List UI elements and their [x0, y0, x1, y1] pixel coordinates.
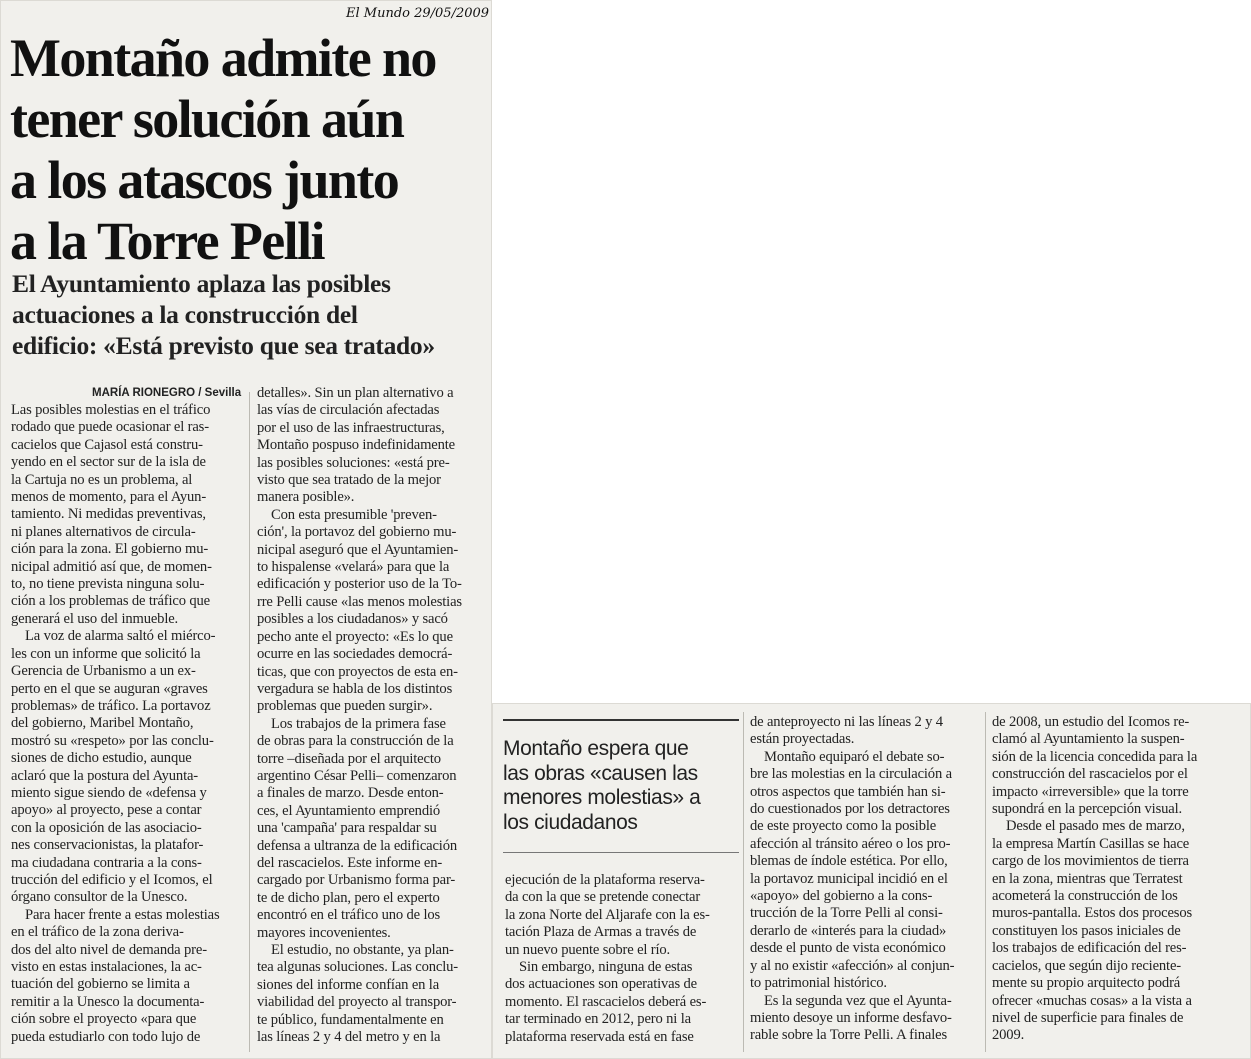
article-line: aclaró que la postura del Ayunta- [11, 767, 199, 784]
article-line: «apoyo» del gobierno a la cons- [750, 888, 933, 905]
article-line: impacto «irreversible» que la torre [992, 783, 1189, 800]
article-line: tar terminado en 2012, pero ni la [505, 1011, 691, 1028]
article-line: miento sigue siendo de «defensa y [11, 784, 207, 801]
article-line: vergadura se habla de los distintos [257, 680, 453, 697]
article-line: pueda estudiarlo con todo lujo de [11, 1028, 201, 1045]
article-line: construcción del rascacielos por el [992, 766, 1188, 783]
article-line: un nuevo puente sobre el río. [505, 941, 671, 958]
article-line: tuación del gobierno se limita a [11, 976, 190, 993]
article-line: problemas que pueden surgir». [257, 698, 433, 715]
article-line: constituyen los pasos iniciales de [992, 922, 1181, 939]
article-line: afección al tránsito aéreo o los pro- [750, 835, 951, 852]
article-line: por el uso de las infraestructuras, [257, 419, 445, 436]
article-line: del gobierno, Maribel Montaño, [11, 715, 194, 732]
article-line: ces, el Ayuntamiento emprendió [257, 802, 441, 819]
article-line: y al no existir «afección» al conjun- [750, 957, 955, 974]
article-line: pecho ante el proyecto: «Es lo que [257, 628, 453, 645]
article-line: cargo de los movimientos de tierra [992, 853, 1189, 870]
article-line: ni planes alternativos de circula- [11, 523, 196, 540]
article-line: del rascacielos. Este informe en- [257, 854, 443, 871]
article-line: siones de dicho estudio, aunque [11, 750, 192, 767]
article-line: otros aspectos que también han si- [750, 783, 946, 800]
article-line: generará el uso del inmueble. [11, 610, 179, 627]
article-line: plataforma reservada está en fase [505, 1028, 694, 1045]
article-line: te público, fundamentalmente en [257, 1011, 444, 1028]
article-line: tamiento. Ni medidas preventivas, [11, 506, 206, 523]
article-line: la Cartuja no es un problema, al [11, 471, 193, 488]
article-line: trucción de la Torre Pelli al consi- [750, 905, 943, 922]
article-line: en el tráfico de la zona deriva- [11, 924, 184, 941]
article-line: una 'campaña' para respaldar su [257, 820, 437, 837]
article-line: Gerencia de Urbanismo a un ex- [11, 663, 196, 680]
article-line: bre las molestias en la circulación a [750, 766, 952, 783]
article-line: muros-pantalla. Estos dos procesos [992, 905, 1192, 922]
article-line: argentino César Pelli– comenzaron [257, 767, 457, 784]
article-line: blemas de índole estética. Por ello, [750, 853, 948, 870]
article-line: sión de la licencia concedida para la [992, 748, 1198, 765]
article-line: 2009. [992, 1027, 1025, 1044]
pullquote-bottom-rule [503, 852, 739, 853]
article-line: mente su propio arquitecto podrá [992, 975, 1181, 992]
subheadline: El Ayuntamiento aplaza las posibles actuaciones a la construcción del edificio: «Está previsto que sea tratado» [12, 269, 435, 360]
article-line: ción sobre el proyecto «para que [11, 1011, 197, 1028]
source-citation: El Mundo 29/05/2009 [346, 6, 490, 21]
article-column-3 [505, 872, 710, 1046]
article-line: las posibles soluciones: «está pre- [257, 454, 450, 471]
article-line: las vías de circulación afectadas [257, 402, 440, 419]
article-line: problemas» de tráfico. La portavoz [11, 697, 211, 714]
article-line: da con la que se pretende conectar [505, 889, 701, 906]
pullquote-top-rule [503, 719, 739, 721]
article-line: perto en el que se auguran «graves [11, 680, 208, 697]
article-line: torre –diseñada por el arquitecto [257, 750, 441, 767]
article-line: miento desoye un informe desfavo- [750, 1009, 952, 1026]
article-line: rodado que puede ocasionar el ras- [11, 419, 209, 436]
article-line: ocurre en las sociedades democrá- [257, 646, 453, 663]
article-line: visto en estas instalaciones, la ac- [11, 959, 202, 975]
byline: MARÍA RIONEGRO / Sevilla [92, 387, 242, 399]
article-line: están proyectadas. [750, 731, 855, 748]
article-line: to patrimonial histórico. [750, 975, 887, 992]
article-line: acometerá la construcción de los [992, 888, 1178, 905]
article-line: Es la segunda vez que el Ayunta- [764, 992, 952, 1009]
article-line: Montaño equiparó el debate so- [764, 748, 945, 765]
article-line: ción a los problemas de tráfico que [11, 593, 210, 610]
article-column-2 [257, 385, 462, 1046]
article-line: las líneas 2 y 4 del metro y en la [257, 1029, 441, 1046]
article-line: ticas, que con proyectos de esta en- [257, 663, 458, 680]
article-line: defensa a ultranza de la edificación [257, 837, 458, 854]
article-line: Sin embargo, ninguna de estas [519, 959, 693, 976]
article-line: Los trabajos de la primera fase [271, 715, 446, 732]
article-line: nicipal aseguró que el Ayuntamien- [257, 541, 459, 558]
article-line: Para hacer frente a estas molestias [25, 906, 220, 923]
column-divider [743, 712, 744, 1052]
pullquote: Montaño espera que las obras «causen las menores molestias» a los ciudadanos [503, 737, 701, 834]
article-line: trucción del edificio y el Icomos, el [11, 871, 213, 888]
article-line: Montaño pospuso indefinidamente [257, 437, 456, 454]
article-line: to, no tiene prevista ninguna solu- [11, 576, 205, 593]
article-line: El estudio, no obstante, ya plan- [271, 942, 454, 958]
article-line: la portavoz municipal incidió en el [750, 870, 948, 887]
article-column-5 [992, 714, 1197, 1045]
article-line: remitir a la Unesco la documenta- [11, 993, 205, 1010]
article-column-4 [750, 714, 954, 1045]
article-line: La voz de alarma saltó el miérco- [25, 628, 216, 645]
article-line: menos de momento, para el Ayun- [11, 489, 207, 506]
article-line: cacielos, que según dijo reciente- [992, 957, 1181, 974]
article-line: les con un informe que solicitó la [11, 645, 201, 662]
article-line: encontró en el tráfico uno de los [257, 907, 441, 924]
article-line: ma ciudadana contraria a la cons- [11, 854, 202, 871]
article-line: viabilidad del proyecto al transpor- [257, 994, 457, 1011]
article-line: do cuestionados por los detractores [750, 801, 950, 818]
article-line: de 2008, un estudio del Icomos re- [992, 714, 1190, 730]
article-line: manera posible». [257, 489, 355, 506]
article-line: rable sobre la Torre Pelli. A finales [750, 1027, 948, 1044]
article-line: cacielos que Cajasol está constru- [11, 436, 203, 453]
article-line: nicipal admitió así que, de momen- [11, 558, 212, 575]
article-line: dos del alto nivel de demanda pre- [11, 941, 207, 958]
article-line: la empresa Martín Casillas se hace [992, 835, 1190, 852]
article-line: visto que sea tratado de la mejor [257, 472, 441, 489]
article-line: nivel de superficie para finales de [992, 1009, 1184, 1026]
article-line: apoyo» al proyecto, pese a contar [11, 802, 202, 819]
article-line: momento. El rascacielos deberá es- [505, 993, 707, 1010]
article-line: detalles». Sin un plan alternativo a [257, 385, 454, 401]
article-line: Con esta presumible 'preven- [271, 506, 437, 523]
article-line: derarlo de «interés para la ciudad» [750, 922, 947, 939]
article-line: nes conservacionistas, la platafor- [11, 837, 204, 854]
column-divider [985, 712, 986, 1052]
article-line: dos actuaciones son operativas de [505, 976, 698, 993]
article-line: a finales de marzo. Desde enton- [257, 785, 444, 802]
article-column-1 [11, 402, 220, 1046]
article-line: te de dicho plan, pero el experto [257, 889, 440, 906]
article-line: desde el punto de vista económico [750, 940, 946, 957]
article-line: la zona Norte del Aljarafe con la es- [505, 906, 710, 923]
column-divider [249, 392, 250, 1052]
article-line: órgano consultor de la Unesco. [11, 889, 188, 906]
article-line: supondrá en la percepción visual. [992, 801, 1182, 818]
article-line: con la oposición de las asociacio- [11, 819, 202, 836]
article-line: de obras para la construcción de la [257, 733, 454, 750]
article-line: rre Pelli cause «las menos molestias [257, 593, 462, 610]
article-line: los trabajos de edificación del res- [992, 940, 1187, 957]
article-line: tación Plaza de Armas a través de [505, 924, 697, 941]
headline: Montaño admite no tener solución aún a los atascos junto a la Torre Pelli [10, 28, 436, 271]
article-line: en la zona, mientras que Terratest [992, 870, 1183, 887]
article-line: ejecución de la plataforma reserva- [505, 872, 705, 888]
article-line: ofrecer «muchas cosas» a la vista a [992, 992, 1192, 1009]
article-line: de este proyecto como la posible [750, 818, 937, 835]
article-line: Desde el pasado mes de marzo, [1006, 818, 1185, 835]
article-line: yendo en el sector sur de la isla de [11, 454, 206, 471]
article-line: ción', la portavoz del gobierno mu- [257, 524, 457, 541]
article-line: tea algunas soluciones. Las conclu- [257, 959, 459, 976]
article-line: ción para la zona. El gobierno mu- [11, 541, 209, 558]
article-line: clamó al Ayuntamiento la suspen- [992, 731, 1185, 748]
article-line: to hispalense «velará» para que la [257, 559, 450, 576]
article-line: Las posibles molestias en el tráfico [11, 402, 211, 418]
article-line: de anteproyecto ni las líneas 2 y 4 [750, 714, 943, 730]
article-line: posibles a los ciudadanos» y sacó [257, 611, 448, 628]
article-line: siones del informe confían en la [257, 976, 440, 993]
article-line: mostró su «respeto» por las conclu- [11, 732, 214, 749]
article-line: cargado por Urbanismo forma par- [257, 872, 456, 889]
article-line: mayores incovenientes. [257, 924, 391, 941]
article-line: edificación y posterior uso de la To- [257, 576, 462, 593]
